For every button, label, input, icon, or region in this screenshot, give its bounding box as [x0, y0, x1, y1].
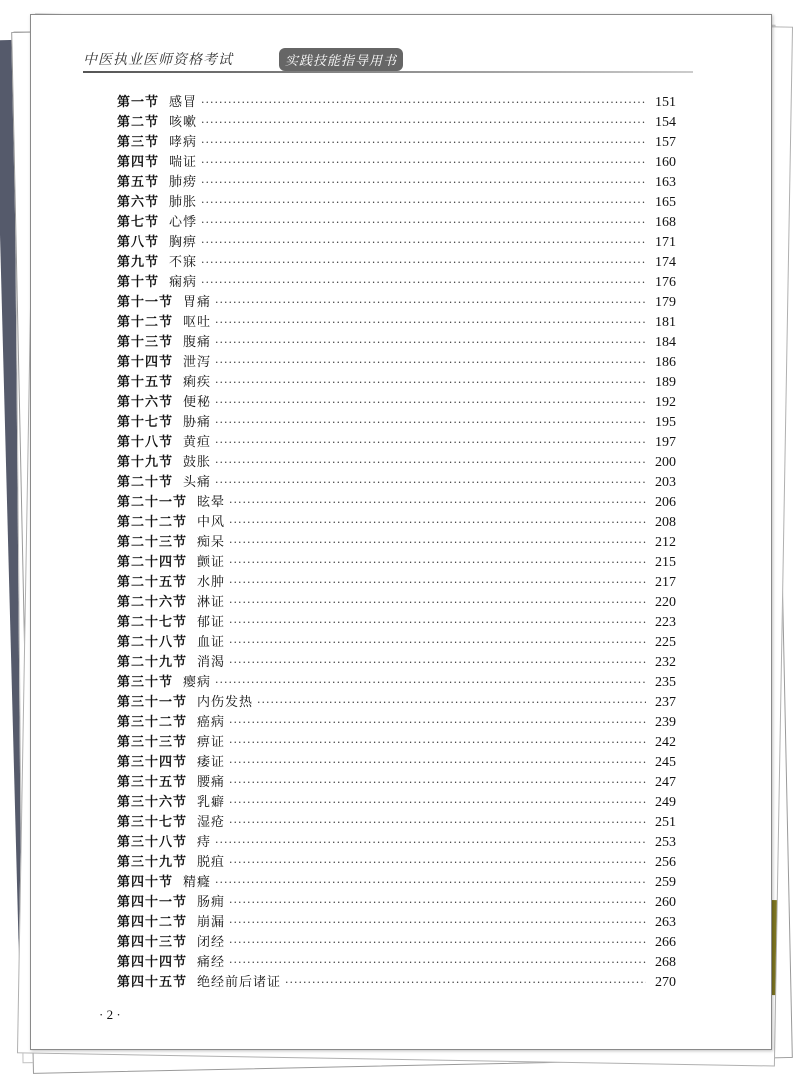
toc-section-number: 第二十一节 [117, 495, 188, 510]
toc-entry[interactable] [117, 513, 676, 533]
toc-leader-dots [215, 433, 646, 453]
toc-entry[interactable] [117, 353, 676, 373]
toc-leader-dots [285, 973, 646, 993]
toc-section-title: 郁证 [197, 615, 226, 630]
document-page [30, 14, 772, 1050]
toc-leader-dots [229, 753, 646, 773]
toc-section-title: 痿证 [197, 755, 226, 770]
toc-page-number: 259 [655, 875, 676, 890]
toc-section-title: 腰痛 [197, 775, 226, 790]
toc-page-number: 237 [655, 695, 676, 710]
toc-section-number: 第十三节 [117, 335, 174, 350]
running-header [83, 49, 723, 73]
toc-section-title: 精癃 [183, 875, 212, 890]
toc-section-title: 湿疮 [197, 815, 226, 830]
toc-section-number: 第二十二节 [117, 515, 188, 530]
toc-section-title: 呕吐 [183, 315, 212, 330]
toc-section-number: 第二十节 [117, 475, 174, 490]
toc-page-number: 251 [655, 815, 676, 830]
toc-entry[interactable] [117, 733, 676, 753]
toc-leader-dots [201, 93, 646, 113]
toc-page-number: 179 [655, 295, 676, 310]
table-of-contents [117, 93, 676, 993]
toc-leader-dots [201, 113, 646, 133]
toc-section-number: 第三十五节 [117, 775, 188, 790]
toc-page-number: 263 [655, 915, 676, 930]
toc-section-number: 第四节 [117, 155, 160, 170]
toc-page-number: 163 [655, 175, 676, 190]
toc-section-number: 第四十四节 [117, 955, 188, 970]
toc-section-title: 血证 [197, 635, 226, 650]
toc-leader-dots [201, 153, 646, 173]
toc-section-number: 第三节 [117, 135, 160, 150]
toc-leader-dots [201, 173, 646, 193]
toc-page-number: 239 [655, 715, 676, 730]
toc-section-number: 第二十六节 [117, 595, 188, 610]
toc-section-title: 头痛 [183, 475, 212, 490]
toc-leader-dots [215, 313, 646, 333]
header-tag: 实践技能指导用书 [279, 48, 403, 71]
toc-entry[interactable] [117, 93, 676, 113]
toc-leader-dots [215, 873, 646, 893]
toc-entry[interactable] [117, 293, 676, 313]
toc-leader-dots [215, 353, 646, 373]
toc-section-number: 第十八节 [117, 435, 174, 450]
toc-leader-dots [201, 273, 646, 293]
toc-entry[interactable] [117, 253, 676, 273]
toc-section-number: 第十六节 [117, 395, 174, 410]
toc-page-number: 223 [655, 615, 676, 630]
toc-section-number: 第八节 [117, 235, 160, 250]
toc-entry[interactable] [117, 593, 676, 613]
toc-entry[interactable] [117, 193, 676, 213]
toc-leader-dots [229, 633, 646, 653]
toc-leader-dots [229, 793, 646, 813]
toc-entry[interactable] [117, 633, 676, 653]
toc-leader-dots [229, 913, 646, 933]
toc-page-number: 157 [655, 135, 676, 150]
toc-section-number: 第三十二节 [117, 715, 188, 730]
toc-leader-dots [215, 413, 646, 433]
toc-page-number: 195 [655, 415, 676, 430]
toc-leader-dots [215, 833, 646, 853]
toc-section-title: 闭经 [197, 935, 226, 950]
toc-entry[interactable] [117, 333, 676, 353]
toc-entry[interactable] [117, 113, 676, 133]
toc-section-title: 痔 [197, 835, 212, 850]
toc-page-number: 215 [655, 555, 676, 570]
toc-section-title: 腹痛 [183, 335, 212, 350]
toc-page-number: 247 [655, 775, 676, 790]
toc-page-number: 151 [655, 95, 676, 110]
toc-entry[interactable] [117, 373, 676, 393]
toc-entry[interactable] [117, 613, 676, 633]
toc-entry[interactable] [117, 413, 676, 433]
toc-section-title: 痫病 [169, 275, 198, 290]
toc-section-number: 第十九节 [117, 455, 174, 470]
toc-page-number: 245 [655, 755, 676, 770]
toc-entry[interactable] [117, 893, 676, 913]
header-rule [83, 71, 693, 73]
toc-leader-dots [215, 333, 646, 353]
toc-leader-dots [229, 813, 646, 833]
toc-page-number: 212 [655, 535, 676, 550]
toc-page-number: 184 [655, 335, 676, 350]
toc-entry[interactable] [117, 213, 676, 233]
toc-entry[interactable] [117, 793, 676, 813]
toc-section-title: 哮病 [169, 135, 198, 150]
toc-leader-dots [229, 893, 646, 913]
toc-leader-dots [229, 513, 646, 533]
toc-section-title: 感冒 [169, 95, 198, 110]
toc-section-number: 第二十四节 [117, 555, 188, 570]
toc-page-number: 186 [655, 355, 676, 370]
toc-section-title: 瘿病 [183, 675, 212, 690]
toc-section-title: 胁痛 [183, 415, 212, 430]
toc-entry[interactable] [117, 853, 676, 873]
toc-section-number: 第三十三节 [117, 735, 188, 750]
toc-section-number: 第三十节 [117, 675, 174, 690]
toc-page-number: 181 [655, 315, 676, 330]
toc-section-title: 肺胀 [169, 195, 198, 210]
toc-leader-dots [201, 213, 646, 233]
toc-section-title: 淋证 [197, 595, 226, 610]
toc-section-title: 肺痨 [169, 175, 198, 190]
toc-section-title: 痢疾 [183, 375, 212, 390]
toc-section-title: 心悸 [169, 215, 198, 230]
toc-section-number: 第五节 [117, 175, 160, 190]
toc-leader-dots [229, 613, 646, 633]
toc-page-number: 235 [655, 675, 676, 690]
toc-page-number: 270 [655, 975, 676, 990]
toc-section-number: 第十四节 [117, 355, 174, 370]
toc-section-number: 第六节 [117, 195, 160, 210]
toc-leader-dots [229, 773, 646, 793]
toc-section-title: 黄疸 [183, 435, 212, 450]
page-number: · 2 · [99, 1007, 121, 1022]
toc-section-number: 第三十一节 [117, 695, 188, 710]
toc-section-title: 水肿 [197, 575, 226, 590]
toc-page-number: 206 [655, 495, 676, 510]
toc-page-number: 203 [655, 475, 676, 490]
toc-section-title: 绝经前后诸证 [197, 975, 282, 990]
toc-entry[interactable] [117, 273, 676, 293]
toc-entry[interactable] [117, 393, 676, 413]
toc-section-number: 第四十一节 [117, 895, 188, 910]
toc-leader-dots [215, 373, 646, 393]
toc-leader-dots [215, 293, 646, 313]
toc-page-number: 165 [655, 195, 676, 210]
toc-entry[interactable] [117, 233, 676, 253]
toc-leader-dots [229, 953, 646, 973]
toc-entry[interactable] [117, 833, 676, 853]
toc-page-number: 268 [655, 955, 676, 970]
toc-entry[interactable] [117, 873, 676, 893]
toc-leader-dots [215, 473, 646, 493]
toc-section-title: 胃痛 [183, 295, 212, 310]
toc-section-title: 胸痹 [169, 235, 198, 250]
toc-entry[interactable] [117, 553, 676, 573]
toc-page-number: 171 [655, 235, 676, 250]
toc-section-number: 第四十节 [117, 875, 174, 890]
toc-section-number: 第三十四节 [117, 755, 188, 770]
toc-leader-dots [215, 393, 646, 413]
toc-entry[interactable] [117, 453, 676, 473]
toc-page-number: 220 [655, 595, 676, 610]
toc-entry[interactable] [117, 533, 676, 553]
toc-section-title: 肠痈 [197, 895, 226, 910]
toc-section-number: 第二十三节 [117, 535, 188, 550]
toc-section-title: 痴呆 [197, 535, 226, 550]
toc-section-title: 乳癖 [197, 795, 226, 810]
toc-entry[interactable] [117, 153, 676, 173]
toc-leader-dots [229, 713, 646, 733]
toc-section-number: 第二十五节 [117, 575, 188, 590]
toc-leader-dots [229, 593, 646, 613]
toc-section-number: 第二十八节 [117, 635, 188, 650]
toc-section-title: 泄泻 [183, 355, 212, 370]
toc-section-number: 第十二节 [117, 315, 174, 330]
toc-entry[interactable] [117, 953, 676, 973]
toc-entry[interactable] [117, 313, 676, 333]
toc-leader-dots [229, 933, 646, 953]
toc-section-title: 痛经 [197, 955, 226, 970]
toc-entry[interactable] [117, 713, 676, 733]
toc-section-title: 咳嗽 [169, 115, 198, 130]
toc-page-number: 192 [655, 395, 676, 410]
toc-leader-dots [215, 673, 646, 693]
toc-page-number: 197 [655, 435, 676, 450]
toc-entry[interactable] [117, 573, 676, 593]
toc-section-title: 眩晕 [197, 495, 226, 510]
toc-section-number: 第二节 [117, 115, 160, 130]
toc-section-number: 第十节 [117, 275, 160, 290]
toc-leader-dots [201, 233, 646, 253]
toc-page-number: 266 [655, 935, 676, 950]
toc-section-title: 便秘 [183, 395, 212, 410]
toc-section-number: 第十一节 [117, 295, 174, 310]
toc-entry[interactable] [117, 653, 676, 673]
toc-leader-dots [229, 733, 646, 753]
toc-page-number: 232 [655, 655, 676, 670]
toc-page-number: 253 [655, 835, 676, 850]
toc-page-number: 189 [655, 375, 676, 390]
toc-entry[interactable] [117, 173, 676, 193]
toc-entry[interactable] [117, 973, 676, 993]
toc-page-number: 154 [655, 115, 676, 130]
toc-section-number: 第四十三节 [117, 935, 188, 950]
toc-entry[interactable] [117, 133, 676, 153]
toc-entry[interactable] [117, 753, 676, 773]
toc-section-number: 第七节 [117, 215, 160, 230]
toc-section-title: 癌病 [197, 715, 226, 730]
toc-page-number: 200 [655, 455, 676, 470]
toc-leader-dots [229, 853, 646, 873]
toc-entry[interactable] [117, 913, 676, 933]
toc-leader-dots [229, 533, 646, 553]
toc-section-title: 内伤发热 [197, 695, 254, 710]
toc-entry[interactable] [117, 693, 676, 713]
toc-leader-dots [201, 253, 646, 273]
toc-entry[interactable] [117, 473, 676, 493]
toc-page-number: 168 [655, 215, 676, 230]
toc-entry[interactable] [117, 933, 676, 953]
toc-entry[interactable] [117, 813, 676, 833]
toc-section-title: 消渴 [197, 655, 226, 670]
toc-section-number: 第一节 [117, 95, 160, 110]
toc-page-number: 174 [655, 255, 676, 270]
toc-entry[interactable] [117, 673, 676, 693]
toc-leader-dots [229, 493, 646, 513]
toc-page-number: 256 [655, 855, 676, 870]
toc-leader-dots [229, 573, 646, 593]
toc-page-number: 249 [655, 795, 676, 810]
toc-entry[interactable] [117, 433, 676, 453]
toc-leader-dots [201, 133, 646, 153]
toc-page-number: 217 [655, 575, 676, 590]
toc-section-number: 第四十五节 [117, 975, 188, 990]
toc-page-number: 242 [655, 735, 676, 750]
toc-section-title: 中风 [197, 515, 226, 530]
toc-section-title: 喘证 [169, 155, 198, 170]
toc-section-title: 崩漏 [197, 915, 226, 930]
toc-section-title: 不寐 [169, 255, 198, 270]
toc-section-title: 鼓胀 [183, 455, 212, 470]
toc-leader-dots [229, 653, 646, 673]
toc-page-number: 260 [655, 895, 676, 910]
toc-section-number: 第十七节 [117, 415, 174, 430]
header-title: 中医执业医师资格考试 [83, 52, 233, 68]
toc-leader-dots [215, 453, 646, 473]
toc-section-number: 第三十九节 [117, 855, 188, 870]
toc-section-number: 第四十二节 [117, 915, 188, 930]
toc-leader-dots [201, 193, 646, 213]
toc-section-title: 脱疽 [197, 855, 226, 870]
toc-entry[interactable] [117, 493, 676, 513]
toc-entry[interactable] [117, 773, 676, 793]
toc-section-number: 第二十七节 [117, 615, 188, 630]
toc-leader-dots [257, 693, 646, 713]
toc-section-number: 第十五节 [117, 375, 174, 390]
toc-section-number: 第三十七节 [117, 815, 188, 830]
toc-section-number: 第九节 [117, 255, 160, 270]
toc-page-number: 225 [655, 635, 676, 650]
toc-section-number: 第三十六节 [117, 795, 188, 810]
toc-page-number: 208 [655, 515, 676, 530]
toc-page-number: 160 [655, 155, 676, 170]
toc-section-number: 第三十八节 [117, 835, 188, 850]
toc-section-title: 痹证 [197, 735, 226, 750]
toc-section-number: 第二十九节 [117, 655, 188, 670]
toc-page-number: 176 [655, 275, 676, 290]
toc-leader-dots [229, 553, 646, 573]
toc-section-title: 颤证 [197, 555, 226, 570]
